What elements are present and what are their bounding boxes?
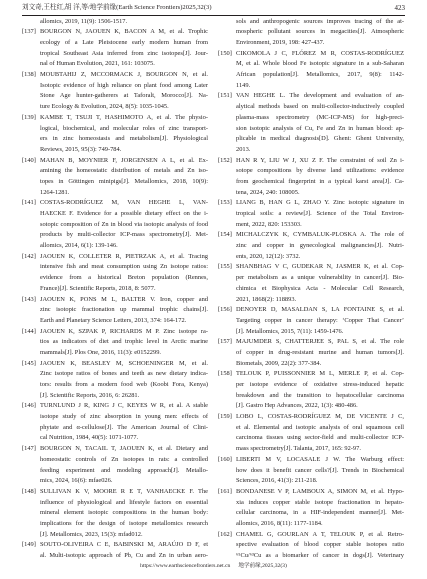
reference-line: SHANBHAG V C, GUDEKAR N, JASMER K, et al. Cop- (236, 263, 404, 271)
reference-line: COSTAS-RODRÍGUEZ M, VAN HEGHE L, VAN- (40, 199, 208, 207)
reference-text (236, 262, 404, 305)
reference-line: sols and anthropogenic sources improves tracing of the at- (236, 17, 404, 25)
reference-number: [138] (22, 71, 36, 79)
reference-line: per isotope evidence of oxidative stress-induced hepatic (236, 381, 404, 389)
reference-item (218, 198, 404, 230)
reference-text (236, 230, 404, 262)
reference-line: intensive fish and meat consumption using Zn isotope ratios: (40, 263, 208, 271)
reference-item (22, 359, 208, 402)
reference-item (218, 412, 404, 455)
reference-line: cal Nutrition, 1984, 40(5): 1071-1077. (40, 434, 139, 442)
reference-line: implications for the design of isotope metallomics research (40, 519, 208, 527)
reference-text (40, 17, 208, 28)
reference-text (236, 17, 404, 49)
reference-line: MOUBTAHIJ Z, MCCORMACK J, BOURGON N, et al. (40, 71, 208, 79)
reference-line: mammals[J]. Plos One, 2016, 11(3): e0152299. (40, 348, 161, 356)
reference-line: MAHAN B, MOYNIER F, JORGENSEN A L, et al. Ex- (40, 156, 208, 164)
reference-text (236, 412, 404, 455)
reference-line: Biometals, 2009, 22(2): 377-384. (236, 359, 322, 367)
reference-item (22, 156, 208, 199)
reference-number: [141] (22, 199, 36, 207)
reference-line: amining the homeostatic distribution of metals and Zn iso- (40, 167, 208, 175)
reference-line: African population[J]. Metallomics, 2017, 9(8): 1142- (236, 71, 404, 79)
reference-line: sion isotopic analysis of Cu, Fe and Zn in human blood: ap- (236, 124, 404, 132)
reference-number: [157] (218, 338, 232, 346)
reference-line: MAJUMDER S, CHATTERJEE S, PAL S, et al. The role (236, 338, 404, 346)
reference-line: Targeting copper in cancer therapy: ‘Copper That Cancer’ (236, 316, 404, 324)
reference-line: tors: results from a modern food web (Koobi Fora, Kenya) (40, 381, 208, 389)
reference-line: plicable in medical diagnosis[D]. Ghent: Ghent University, (236, 135, 404, 143)
reference-line: Environment, 2019, 198: 427-437. (236, 39, 325, 47)
page-number: 423 (394, 4, 405, 12)
reference-text (236, 337, 404, 369)
reference-item (22, 487, 208, 540)
running-header (22, 3, 405, 13)
reference-line: ment, 2022, 820: 153303. (236, 220, 302, 228)
reference-line: homeostatic controls of Zn isotopes in rats: a controlled (40, 455, 208, 463)
reference-number: [153] (218, 199, 232, 207)
reference-line: zinc and copper in gynecological malignancies[J]. Nutri- (236, 242, 404, 250)
reference-number: [162] (218, 530, 232, 538)
page-footer (0, 562, 427, 571)
reference-line: 1264-1281. (40, 188, 70, 196)
reference-item (22, 252, 208, 295)
reference-line: JAOUEN K, PONS M L, BALTER V. Iron, copper and (40, 295, 208, 303)
reference-number: [159] (218, 413, 232, 421)
reference-number: [142] (22, 252, 36, 260)
reference-line: KAMBE T, TSUJI T, HASHIMOTO A, et al. The physio- (40, 113, 208, 121)
reference-number: [147] (22, 445, 36, 453)
reference-line: feeding experiment and modeling approach[J]. Metallo- (40, 466, 208, 474)
reference-line: tropical soils: a review[J]. Science of the Total Environ- (236, 210, 404, 218)
reference-line: DENOYER D, MASALDAN S, LA FONTAINE S, et al. (236, 306, 404, 314)
reference-line: tropical Southeast Asia inferred from zinc isotopes[J]. Jour- (40, 49, 208, 57)
reference-line: [J]. Metallomics, 2015, 7(11): 1459-1476. (236, 327, 344, 335)
reference-item (218, 455, 404, 487)
reference-line: zinc isotopic fractionation up mammal trophic chains[J]. (40, 306, 208, 314)
reference-number: [155] (218, 263, 232, 271)
reference-item (218, 91, 404, 155)
reference-item (22, 444, 208, 487)
reference-line: HAN R Y, LIU W J, XU Z F. The constraint of soil Zn i- (236, 156, 404, 164)
reference-line: CHAMEL G, GOURLAN A T, TELOUK P, et al. Retro- (236, 530, 404, 538)
reference-line: JAOUEN K, COLLETER R, PIETRZAK A, et al. Tracing (40, 252, 208, 260)
reference-line: [J]. Scientific Reports, 2016, 6: 26281. (40, 391, 140, 399)
reference-item (218, 530, 404, 562)
reference-line: JAOUEN K, SZPAK P, RICHARDS M P. Zinc isotope ra- (40, 327, 208, 335)
reference-item (218, 305, 404, 337)
reference-line: cellular carcinoma, in a HIF-independent manner[J]. Met- (236, 509, 404, 517)
reference-number: [150] (218, 49, 232, 57)
reference-line: et al. Elemental and isotopic analysis of oral squamous cell (236, 423, 404, 431)
reference-line: sotope compositions by diverse land utilizations: evidence (236, 167, 404, 175)
reference-line: topes in Göttingen minipigs[J]. Metallomics, 2018, 10(9): (40, 177, 208, 185)
reference-line: per metabolism as a unique vulnerability in cancer[J]. Bio- (236, 274, 404, 282)
reference-line: from geochemical fingerprint in a typical karst area[J]. Ca- (236, 177, 404, 185)
reference-line: mics, 2024, 16(6): mfae026. (40, 477, 113, 485)
reference-number: [148] (22, 487, 36, 495)
reference-text (236, 198, 404, 230)
reference-item (218, 487, 404, 530)
reference-line: products by multi-collector ICP-mass spectrometry[J]. Met- (40, 231, 208, 239)
reference-text (236, 49, 404, 92)
reference-line: breakdown and the transition to hepatocellular carcinoma (236, 391, 404, 399)
reference-number: [152] (218, 156, 232, 164)
reference-line: ture Ecology & Evolution, 2024, 8(5): 1035-1045. (40, 103, 169, 111)
reference-column-left (22, 17, 208, 562)
reference-line: Zinc isotope ratios of bones and teeth as new dietary indica- (40, 370, 208, 378)
reference-line: logical, biochemical, and molecular roles of zinc transport- (40, 124, 208, 132)
reference-number: [143] (22, 295, 36, 303)
reference-text (40, 327, 208, 359)
reference-line: allomics, 2014, 6(1): 139-146. (40, 242, 118, 250)
reference-number: [146] (22, 402, 36, 410)
reference-item (22, 27, 208, 70)
reference-text (40, 444, 208, 487)
reference-item (218, 230, 404, 262)
reference-number: [145] (22, 359, 36, 367)
reference-line: France)[J]. Scientific Reports, 2018, 8: 5077. (40, 284, 156, 292)
reference-line: sotopic composition of Zn in blood via isotopic analysis of food (40, 220, 208, 228)
reference-line: allomics, 2019, 11(9): 1506-1517. (40, 17, 128, 25)
reference-line: chimica et Biophysica Acta - Molecular Cell Research, (236, 284, 404, 292)
reference-number: [160] (218, 455, 232, 463)
reference-line: Sciences, 2016, 41(3): 211-218. (236, 477, 318, 485)
reference-item (22, 295, 208, 327)
reference-number: [154] (218, 231, 232, 239)
reference-number: [139] (22, 113, 36, 121)
reference-number: [151] (218, 92, 232, 100)
reference-line: Isotopic evidence of high reliance on plant food among Later (40, 81, 208, 89)
reference-number: [137] (22, 28, 36, 36)
reference-text (236, 487, 404, 530)
reference-line: 2013. (236, 145, 251, 153)
journal-citation: 地学前缘,2025,32(3) (238, 563, 287, 569)
reference-number: [140] (22, 156, 36, 164)
reference-line: BOURGON N, TACAIL T, JAOUEN K, et al. Dietary and (40, 445, 208, 453)
reference-item (22, 401, 208, 444)
reference-line: Earth and Planetary Science Letters, 2013, 374: 164-172. (40, 316, 187, 324)
reference-line: [J]. Metallomics, 2023, 15(3): mfad012. (40, 530, 143, 538)
reference-line: influence of physiological and lifestyle factors on essential (40, 498, 208, 506)
reference-line: alytical methods based on multi-collector-inductively coupled (236, 103, 404, 111)
reference-text (236, 91, 404, 155)
reference-line: Stone Age hunter-gatherers at Taforalt, Morocco[J]. Na- (40, 92, 208, 100)
reference-line: ⁶⁵Cu/⁶³Cu as a biomarker of cancer in dogs[J]. Veterinary (236, 552, 404, 560)
reference-line: M, et al. Whole blood Fe isotopic signature in a sub-Saharan (236, 60, 404, 68)
reference-number: [144] (22, 327, 36, 335)
journal-url[interactable]: https://www.earthsciencefrontiers.net.cn (140, 563, 231, 569)
reference-number: [161] (218, 487, 232, 495)
reference-item (218, 337, 404, 369)
reference-line: xia induces copper stable isotope fractionation in hepato- (236, 498, 404, 506)
reference-line: tios as indicators of diet and trophic level in Arctic marine (40, 338, 208, 346)
reference-line: mospheric pollutant sources in megacities[J]. Atmospheric (236, 28, 404, 36)
reference-text (236, 530, 404, 562)
reference-number: [158] (218, 370, 232, 378)
reference-text (40, 198, 208, 251)
reference-line: LOBO L, COSTAS-RODRÍGUEZ M, DE VICENTE J C, (236, 413, 404, 421)
reference-line: allomics, 2016, 8(11): 1177-1184. (236, 519, 323, 527)
reference-item (218, 156, 404, 199)
reference-text (236, 369, 404, 412)
reference-text (40, 27, 208, 70)
reference-line: isotope study of zinc absorption in young men: effects of (40, 413, 208, 421)
reference-text (40, 156, 208, 199)
reference-item (22, 327, 208, 359)
reference-line: spective evaluation of blood copper stable isotopes ratio (236, 541, 404, 549)
reference-text (40, 487, 208, 540)
reference-text (40, 540, 208, 561)
reference-item (218, 262, 404, 305)
reference-item (22, 198, 208, 251)
reference-line: how does it benefit cancer cells?[J]. Trends in Biochemical (236, 466, 404, 474)
reference-text (236, 156, 404, 199)
reference-item (218, 49, 404, 92)
reference-item (218, 369, 404, 412)
reference-line: plasma-mass spectrometry (MC-ICP-MS) for high-preci- (236, 113, 404, 121)
reference-line: nal of Human Evolution, 2021, 161: 103075. (40, 60, 155, 68)
reference-line: tena, 2024, 240: 108005. (236, 188, 300, 196)
reference-line: ers in zinc homeostasis and metabolism[J]. Physiological (40, 135, 208, 143)
reference-line: of copper in drug-resistant murine and human tumors[J]. (236, 348, 404, 356)
header-rule (22, 15, 405, 16)
reference-line: HAECKE F. Evidence for a possible dietary effect on the i- (40, 210, 208, 218)
reference-text (236, 305, 404, 337)
reference-line: SULLIVAN K V, MOORE R E T, VANHAECKE F. The (40, 487, 208, 495)
reference-continuation (218, 17, 404, 49)
reference-line: phytate and α-cellulose[J]. The American Journal of Clini- (40, 423, 208, 431)
reference-text (40, 252, 208, 295)
reference-number: [156] (218, 306, 232, 314)
reference-line: al. Multi-isotopic approach of Pb, Cu and Zn in urban aero- (40, 552, 208, 560)
reference-line: TELOUK P, PUISSONNIER M L, MERLE P, et al. Cop- (236, 370, 404, 378)
reference-text (40, 113, 208, 156)
reference-line: 2021, 1868(2): 118893. (236, 295, 297, 303)
reference-continuation (22, 17, 208, 28)
reference-text (40, 295, 208, 327)
reference-line: mass spectrometry[J]. Talanta, 2017, 165: 92-97. (236, 445, 361, 453)
reference-column-right (218, 17, 404, 562)
reference-line: VAN HEGHE L. The development and evaluation of an- (236, 92, 404, 100)
reference-text (236, 455, 404, 487)
reference-line: MICHALCZYK K, CYMBALUK-PLOSKA A. The role of (236, 231, 404, 239)
reference-line: LIBERTI M V, LOCASALE J W. The Warburg effect: (236, 455, 404, 463)
reference-line: ents, 2020, 12(12): 3732. (236, 252, 301, 260)
reference-line: LIANG B, HAN G L, ZHAO Y. Zinc isotopic signature in (236, 199, 404, 207)
reference-number: [149] (22, 541, 36, 549)
reference-line: Reviews, 2015, 95(3): 749-784. (40, 145, 122, 153)
reference-line: evidence from a historical Breton population (Rennes, (40, 274, 208, 282)
reference-line: 1149. (236, 81, 251, 89)
reference-line: TURNLUND J R, KING J C, KEYES W R, et al. A stable (40, 402, 208, 410)
reference-item (22, 113, 208, 156)
reference-line: CIKOMOLA J C, FLÓREZ M R, COSTAS-RODRÍGUEZ (236, 49, 404, 57)
reference-line: mineral element isotopic compositions in the human body: (40, 509, 208, 517)
running-title: 刘文奇,王柱红,胡 洋,等/地学前缘(Earth Science Frontiers)2025,32(3) (22, 4, 212, 11)
reference-line: SOUTO-OLIVEIRA C E, BABINSKI M, ARAÚJO D F, et (40, 541, 208, 549)
reference-item (22, 70, 208, 113)
reference-line: [J]. Gastro Hep Advances, 2022, 1(3): 480-486. (236, 402, 358, 410)
reference-line: ecology of a Late Pleistocene early modern human from (40, 39, 208, 47)
reference-text (40, 359, 208, 402)
reference-item (22, 540, 208, 561)
reference-text (40, 401, 208, 444)
reference-text (40, 70, 208, 113)
reference-line: JAOUEN K, BEASLEY M, SCHOENINGER M, et al. (40, 359, 208, 367)
reference-line: BONDANESE V P, LAMBOUX A, SIMON M, et al. Hypo- (236, 487, 404, 495)
reference-line: carcinoma tissues using sector-field and multi-collector ICP- (236, 434, 404, 442)
reference-line: BOURGON N, JAOUEN K, BACON A M, et al. Trophic (40, 28, 208, 36)
